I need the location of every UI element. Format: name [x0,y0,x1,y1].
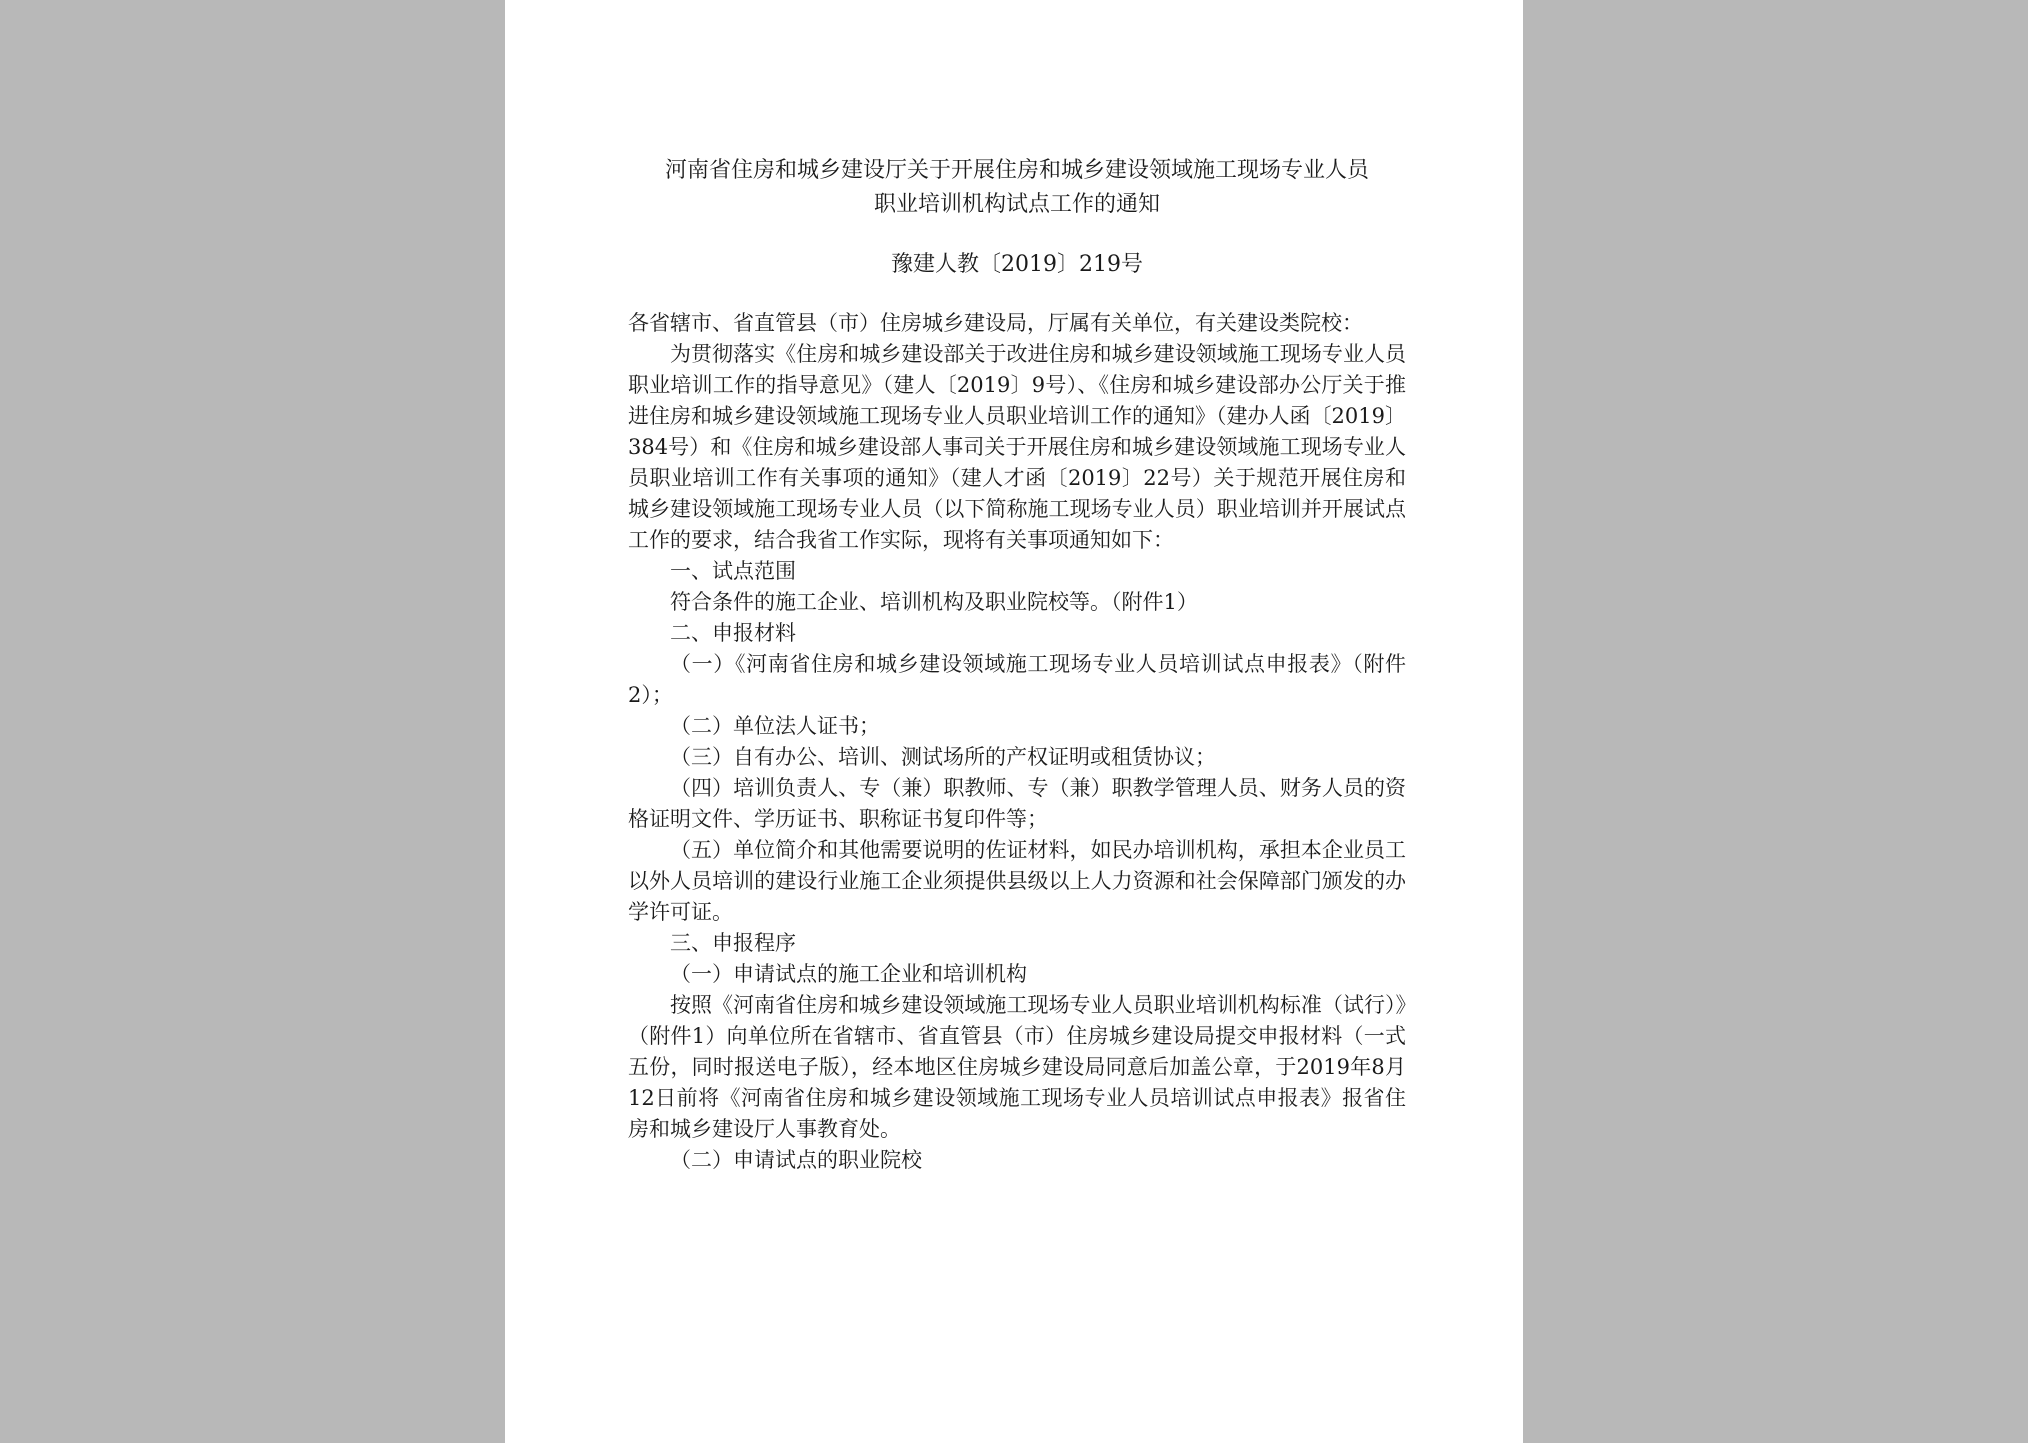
salutation: 各省辖市、省直管县（市）住房城乡建设局，厅属有关单位，有关建设类院校： [628,311,1363,335]
document-content [628,154,1406,1176]
document-number: 豫建人教〔2019〕219号 [891,252,1143,277]
procedure-subheading-1: （一）申请试点的施工企业和培训机构 [670,962,1027,986]
material-item-3: （三）自有办公、培训、测试场所的产权证明或租赁协议； [670,745,1216,769]
material-item-2: （二）单位法人证书； [670,714,880,738]
paragraph-intro: 为贯彻落实《住房和城乡建设部关于改进住房和城乡建设领域施工现场专业人员职业培训工作的指导意见》（建人〔2019〕9号）、《住房和城乡建设部办公厅关于推进住房和城乡建设领域施工现场专业人员职业培训工作的通知》（建办人函〔2019〕384号）和《住房和城乡建设部人事司关于开展住房和城乡建设领域施工现场专业人员职业培训工作有关事项的通知》（建人才函〔2019〕22号）关于规范开展住房和城乡建设领域施工现场专业人员（以下简称施工现场专业人员）职业培训并开展试点工作的要求，结合我省工作实际，现将有关事项通知如下： [628,342,1406,552]
material-item-4: （四）培训负责人、专（兼）职教师、专（兼）职教学管理人员、财务人员的资格证明文件、学历证书、职称证书复印件等； [628,776,1406,831]
paragraph-scope: 符合条件的施工企业、培训机构及职业院校等。（附件1） [670,590,1198,614]
material-item-1: （一）《河南省住房和城乡建设领域施工现场专业人员培训试点申报表》（附件2）； [628,652,1406,707]
heading-scope: 一、试点范围 [670,559,796,583]
heading-procedure: 三、申报程序 [670,931,796,955]
document-title [628,154,1406,222]
heading-materials: 二、申报材料 [670,621,796,645]
procedure-paragraph-1: 按照《河南省住房和城乡建设领域施工现场专业人员职业培训机构标准（试行）》（附件1）向单位所在省辖市、省直管县（市）住房城乡建设局提交申报材料（一式五份，同时报送电子版），经本地区住房城乡建设局同意后加盖公章，于2019年8月12日前将《河南省住房和城乡建设领域施工现场专业人员培训试点申报表》报省住房和城乡建设厅人事教育处。 [628,993,1406,1141]
material-item-5: （五）单位简介和其他需要说明的佐证材料，如民办培训机构，承担本企业员工以外人员培训的建设行业施工企业须提供县级以上人力资源和社会保障部门颁发的办学许可证。 [628,838,1406,924]
title-line-1: 河南省住房和城乡建设厅关于开展住房和城乡建设领域施工现场专业人员 [664,158,1369,183]
procedure-subheading-2: （二）申请试点的职业院校 [670,1148,922,1172]
title-line-2: 职业培训机构试点工作的通知 [873,192,1160,217]
document-page [505,0,1523,1443]
